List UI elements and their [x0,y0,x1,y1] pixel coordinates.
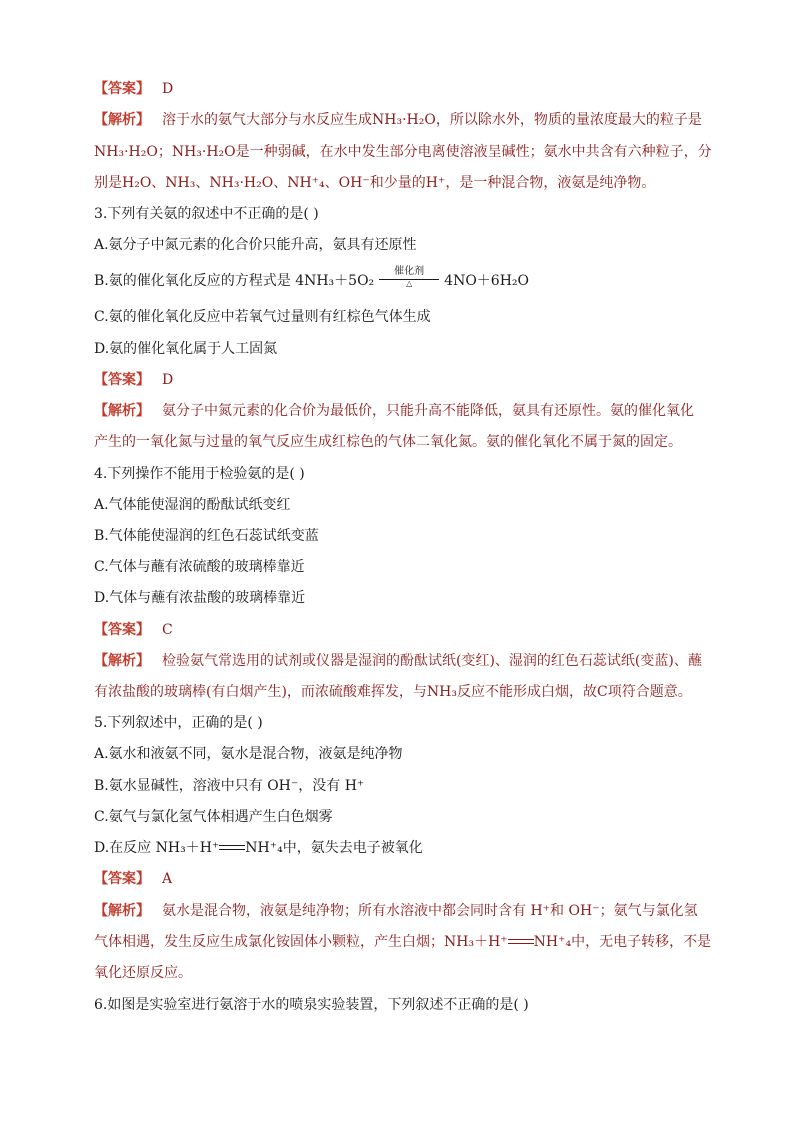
analysis-text-line [94,932,712,952]
analysis-text-line: 产生的一氧化氮与过量的氧气反应生成红棕色的气体二氧化氮。氨的催化氧化不属于氮的固定。 [94,434,682,450]
analysis-text: 氨分子中氮元素的化合价为最低价，只能升高不能降低，氨具有还原性。氨的催化氧化 [162,403,694,419]
question-stem: 5.下列叙述中，正确的是( ) [94,715,263,731]
option-d: D.氨的催化氧化属于人工固氮 [94,341,278,357]
analysis-label: 【解析】 [94,403,150,419]
equation-left: B.氨的催化氧化反应的方程式是 4NH₃＋5O₂ [94,273,375,289]
equation-left: D.在反应 NH₃＋H⁺ [94,840,220,856]
question-stem: 4.下列操作不能用于检验氨的是( ) [94,466,305,482]
option-b [94,266,704,291]
analysis-text-line: NH₃·H₂O；NH₃·H₂O是一种弱碱，在水中发生部分电离使溶液呈碱性；氨水中共含有六种粒子，分 [94,144,712,160]
answer-line [94,620,704,640]
analysis-text-line: 别是H₂O、NH₃、NH₃·H₂O、NH⁺₄、OH⁻和少量的H⁺，是一种混合物，液氨是纯净物。 [94,175,656,191]
option-d: D.气体与蘸有浓盐酸的玻璃棒靠近 [94,590,306,606]
option-a: A.氨水和液氨不同，氨水是混合物，液氨是纯净物 [94,746,403,762]
analysis-text: 氨水是混合物，液氨是纯净物；所有水溶液中都会同时含有 H⁺和 OH⁻；氨气与氯化氢 [162,903,698,919]
analysis-label: 【解析】 [94,903,150,919]
answer-value: C [162,622,173,638]
catalyst-label: 催化剂 [394,266,425,277]
option-b: B.气体能使湿润的红色石蕊试纸变蓝 [94,528,319,544]
equals-sign [508,938,534,946]
option-d [94,838,704,858]
analysis-text-line: 有浓盐酸的玻璃棒(有白烟产生)，而浓硫酸难挥发，与NH₃反应不能形成白烟，故C项符合题意。 [94,684,692,700]
heat-symbol: △ [406,279,413,288]
analysis-text: 检验氨气常选用的试剂或仪器是湿润的酚酞试纸(变红)、湿润的红色石蕊试纸(变蓝)、蘸 [162,653,702,669]
equation-left: 气体相遇，发生反应生成氯化铵固体小颗粒，产生白烟；NH₃＋H⁺ [94,934,508,950]
answer-label: 【答案】 [94,372,150,388]
analysis-label: 【解析】 [94,653,150,669]
answer-line [94,79,704,99]
answer-line [94,869,704,889]
analysis-label: 【解析】 [94,112,150,128]
option-a: A.气体能使湿润的酚酞试纸变红 [94,497,291,513]
equation-right: 4NO＋6H₂O [444,273,530,289]
analysis-line [94,110,704,130]
reaction-arrow [377,266,441,288]
option-c: C.氨气与氯化氢气体相遇产生白色烟雾 [94,809,333,825]
analysis-line [94,901,704,921]
answer-line [94,370,704,390]
option-a: A.氨分子中氮元素的化合价只能升高，氨具有还原性 [94,237,417,253]
equation-right: NH⁺₄中，氨失去电子被氧化 [245,840,423,856]
option-b: B.氨水显碱性，溶液中只有 OH⁻，没有 H⁺ [94,778,365,794]
answer-value: A [162,871,173,887]
analysis-text-line: 氧化还原反应。 [94,965,192,981]
answer-label: 【答案】 [94,871,150,887]
equation-right: NH⁺₄中，无电子转移，不是 [533,934,712,950]
analysis-text: 溶于水的氨气大部分与水反应生成NH₃·H₂O，所以除水外，物质的量浓度最大的粒子是 [162,112,702,128]
answer-value: D [162,81,174,97]
equals-sign [219,844,245,852]
option-c: C.氨的催化氧化反应中若氧气过量则有红棕色气体生成 [94,309,431,325]
question-stem: 6.如图是实验室进行氨溶于水的喷泉实验装置，下列叙述不正确的是( ) [94,997,529,1013]
option-c: C.气体与蘸有浓硫酸的玻璃棒靠近 [94,559,305,575]
answer-label: 【答案】 [94,81,150,97]
answer-value: D [162,372,174,388]
analysis-line [94,651,704,671]
answer-label: 【答案】 [94,622,150,638]
analysis-line [94,401,704,421]
question-stem: 3.下列有关氨的叙述中不正确的是( ) [94,206,319,222]
